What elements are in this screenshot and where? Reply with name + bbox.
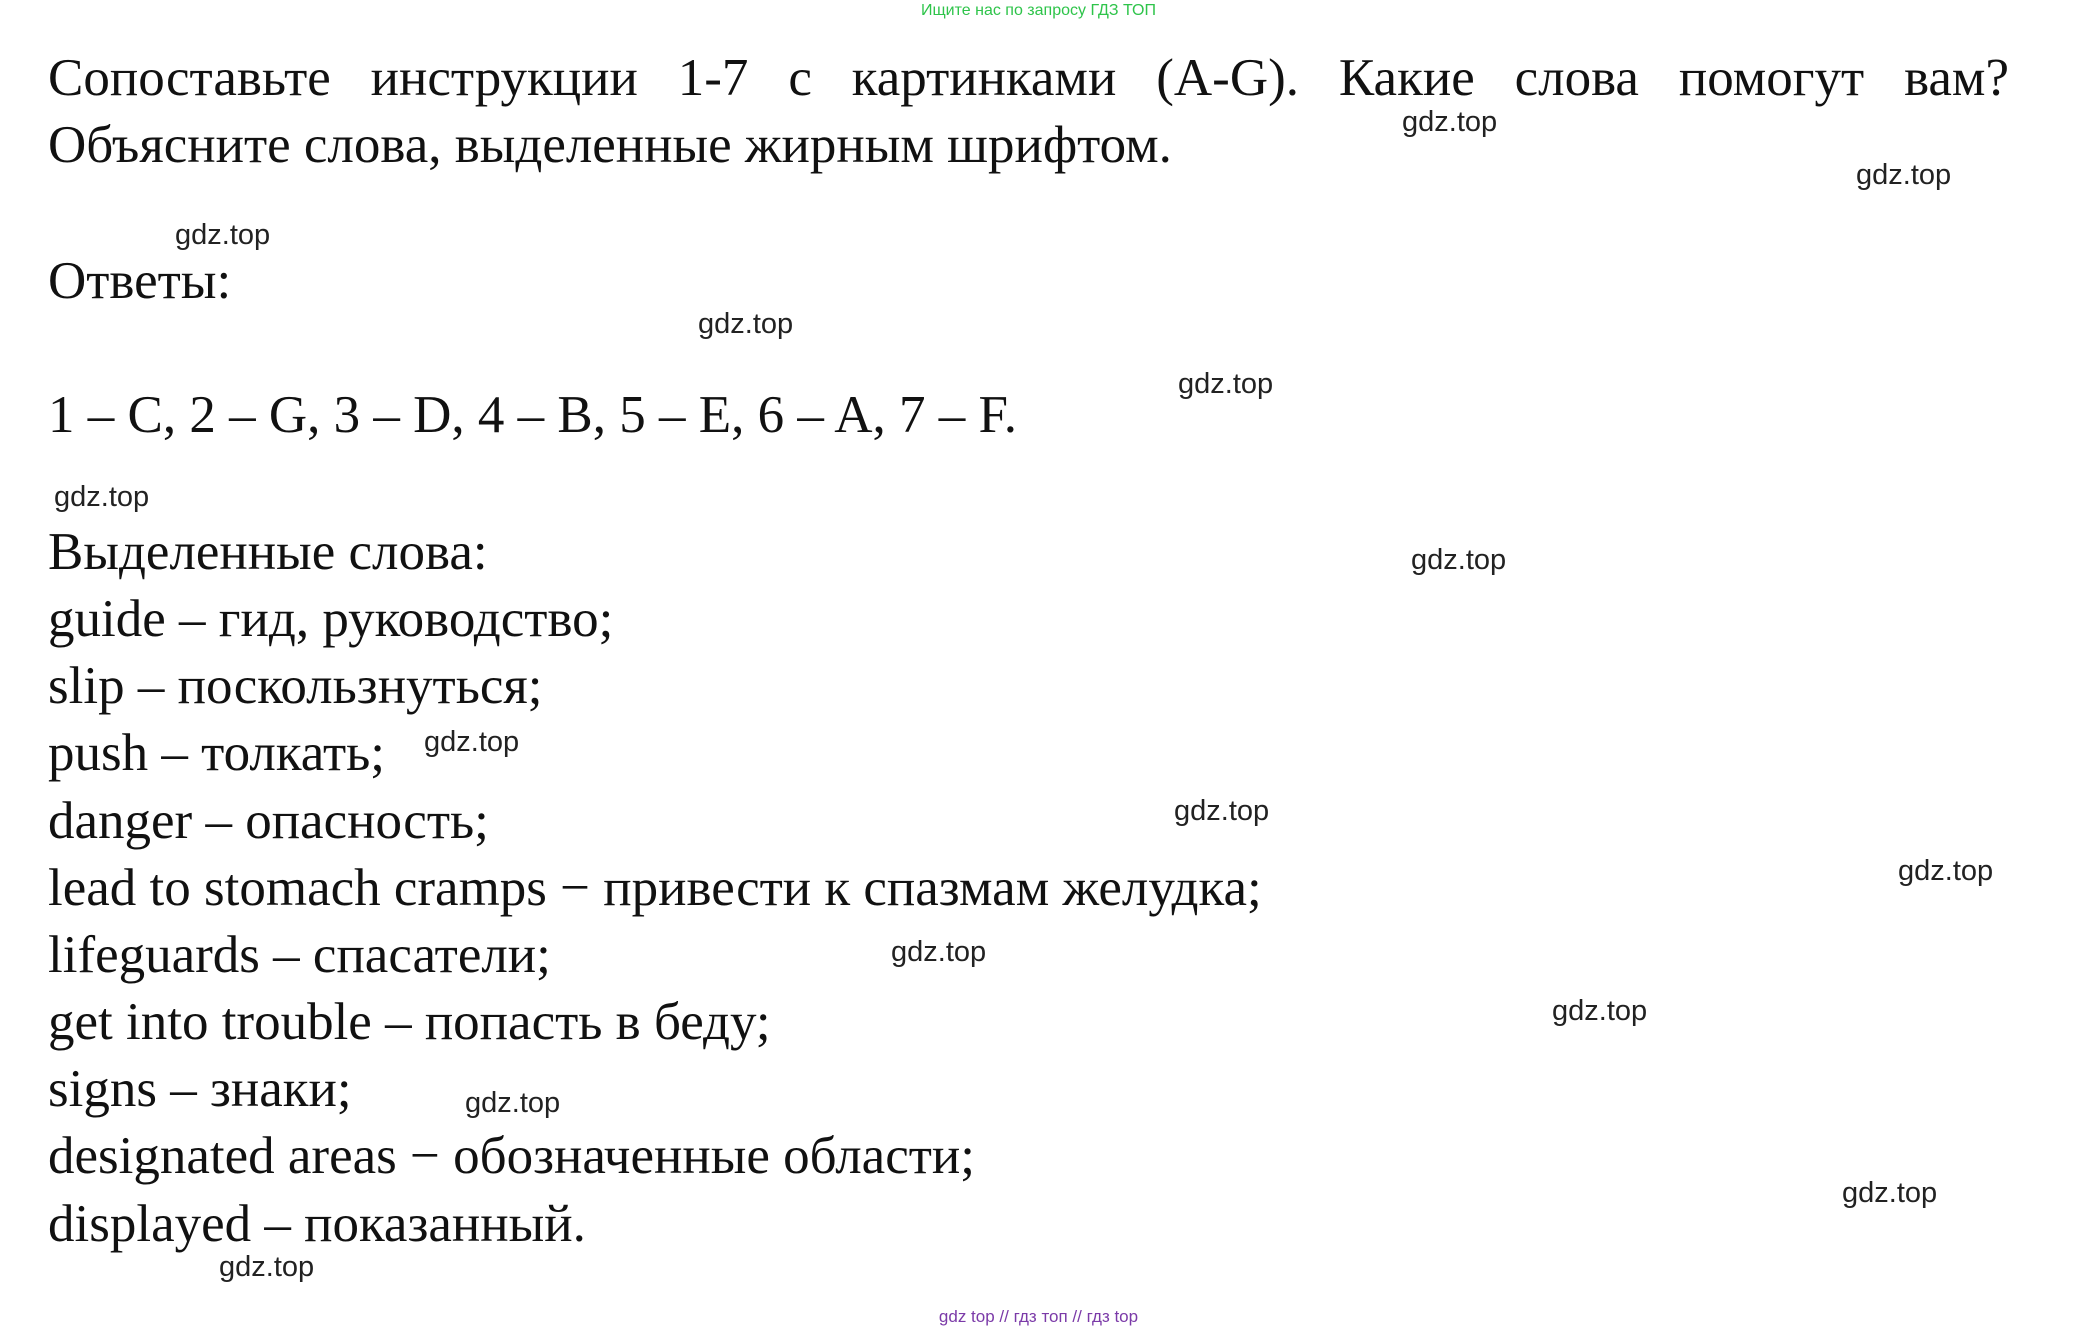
footer-text: gdz top // гдз топ // гдз top (938, 1307, 1139, 1326)
watermark: gdz.top (698, 308, 794, 340)
vocab-item: danger – опасность; (48, 792, 489, 850)
watermark: gdz.top (465, 1087, 561, 1119)
watermark: gdz.top (1402, 106, 1498, 138)
watermark: gdz.top (1552, 995, 1648, 1027)
vocab-item: displayed – показанный. (48, 1195, 586, 1253)
vocab-item: signs – знаки; (48, 1060, 352, 1118)
vocab-item: get into trouble – попасть в беду; (48, 993, 771, 1051)
top-banner-text: Ищите нас по запросу ГДЗ ТОП (921, 2, 1156, 19)
watermark: gdz.top (1178, 368, 1274, 400)
vocab-item: lifeguards – спасатели; (48, 926, 551, 984)
watermark: gdz.top (175, 219, 271, 251)
watermark: gdz.top (1411, 544, 1507, 576)
answers-line: 1 – C, 2 – G, 3 – D, 4 – B, 5 – E, 6 – A, 7 – F. (48, 386, 1017, 444)
watermark: gdz.top (1842, 1177, 1938, 1209)
vocab-item: designated areas − обозначенные области; (48, 1127, 975, 1185)
question-line-1: Сопоставьте инструкции 1-7 с картинками (A-G). Какие слова помогут вам? (48, 49, 2009, 107)
vocab-item: guide – гид, руководство; (48, 590, 614, 648)
highlighted-words-heading: Выделенные слова: (48, 523, 488, 581)
watermark: gdz.top (1174, 795, 1270, 827)
watermark: gdz.top (1898, 855, 1994, 887)
watermark: gdz.top (54, 481, 150, 513)
vocab-item: slip – поскользнуться; (48, 657, 543, 715)
question-line-2: Объясните слова, выделенные жирным шрифтом. (48, 116, 1172, 174)
vocab-item: push – толкать; (48, 724, 385, 782)
answers-heading: Ответы: (48, 252, 232, 310)
watermark: gdz.top (424, 726, 520, 758)
watermark: gdz.top (1856, 159, 1952, 191)
watermark: gdz.top (891, 936, 987, 968)
vocab-item: lead to stomach cramps − привести к спазмам желудка; (48, 859, 1262, 917)
watermark: gdz.top (219, 1251, 315, 1283)
